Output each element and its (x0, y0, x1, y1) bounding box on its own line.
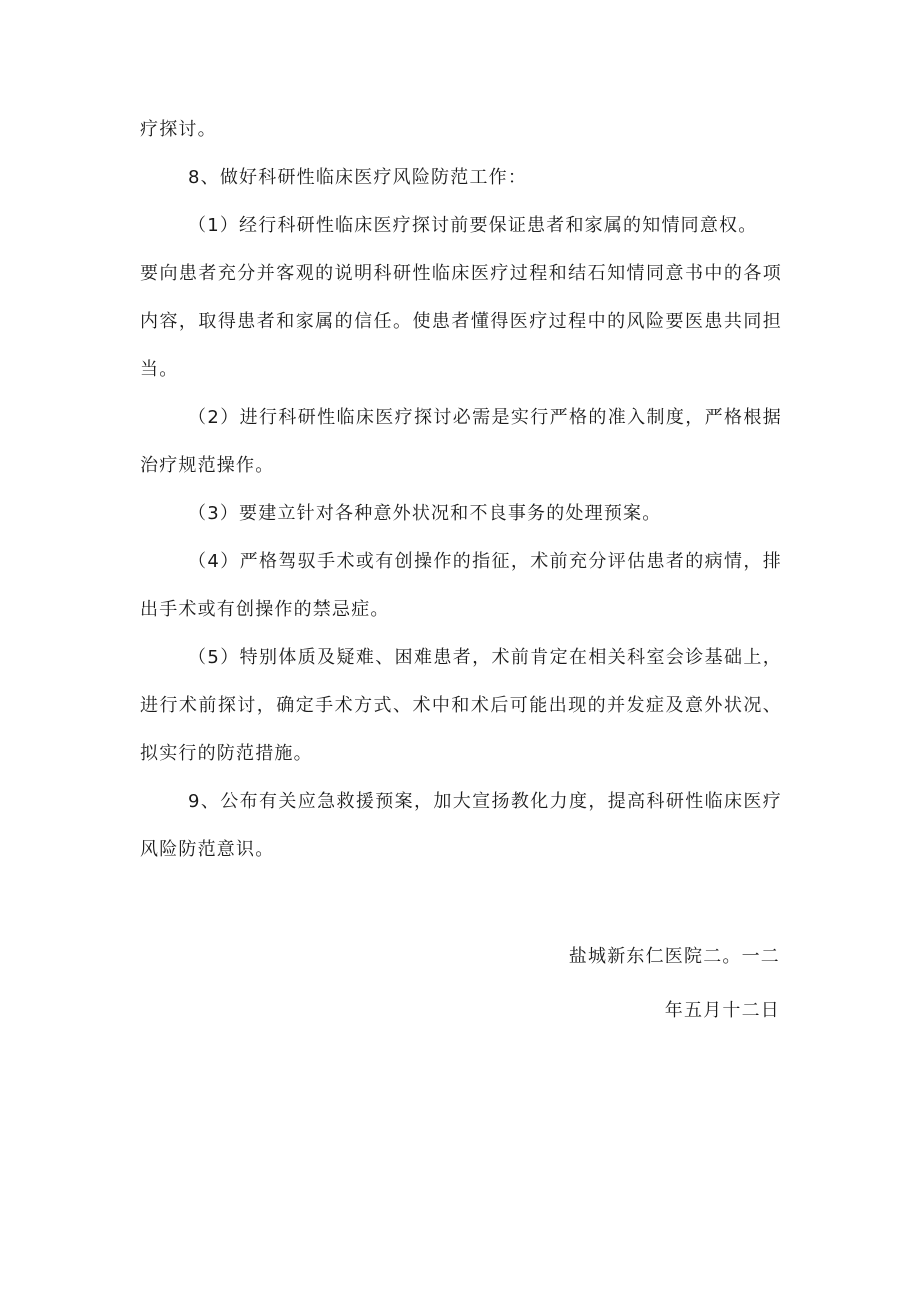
paragraph-item-8: 8、做好科研性临床医疗风险防范工作： (188, 167, 528, 188)
paragraph-subitem-4: （4）严格驾驭手术或有创操作的指征，术前充分评估患者的病情，排出手术或有创操作的禁忌症。 (140, 551, 782, 620)
paragraph-item-9: 9、公布有关应急救援预案，加大宣扬教化力度，提高科研性临床医疗风险防范意识。 (140, 791, 782, 860)
paragraph-subitem-3: （3）要建立针对各种意外状况和不良事务的处理预案。 (188, 503, 662, 524)
paragraph-subitem-1: （1）经行科研性临床医疗探讨前要保证患者和家属的知情同意权。 (188, 215, 758, 236)
paragraph-subitem-5: （5）特别体质及疑难、困难患者，术前肯定在相关科室会诊基础上，进行术前探讨，确定手术方式、术中和术后可能出现的并发症及意外状况、拟实行的防范措施。 (140, 647, 782, 764)
paragraph-subitem-2: （2）进行科研性临床医疗探讨必需是实行严格的准入制度，严格根据治疗规范操作。 (140, 407, 782, 476)
paragraph-continuation: 疗探讨。 (140, 119, 217, 140)
signature-date: 年五月十二日 (664, 1000, 780, 1021)
signature-block (569, 930, 780, 1038)
paragraph-subitem-1-detail: 要向患者充分并客观的说明科研性临床医疗过程和结石知情同意书中的各项内容，取得患者和家属的信任。使患者懂得医疗过程中的风险要医患共同担当。 (140, 263, 782, 380)
signature-organization: 盐城新东仁医院二。一二 (568, 946, 780, 967)
document-body (140, 106, 782, 874)
